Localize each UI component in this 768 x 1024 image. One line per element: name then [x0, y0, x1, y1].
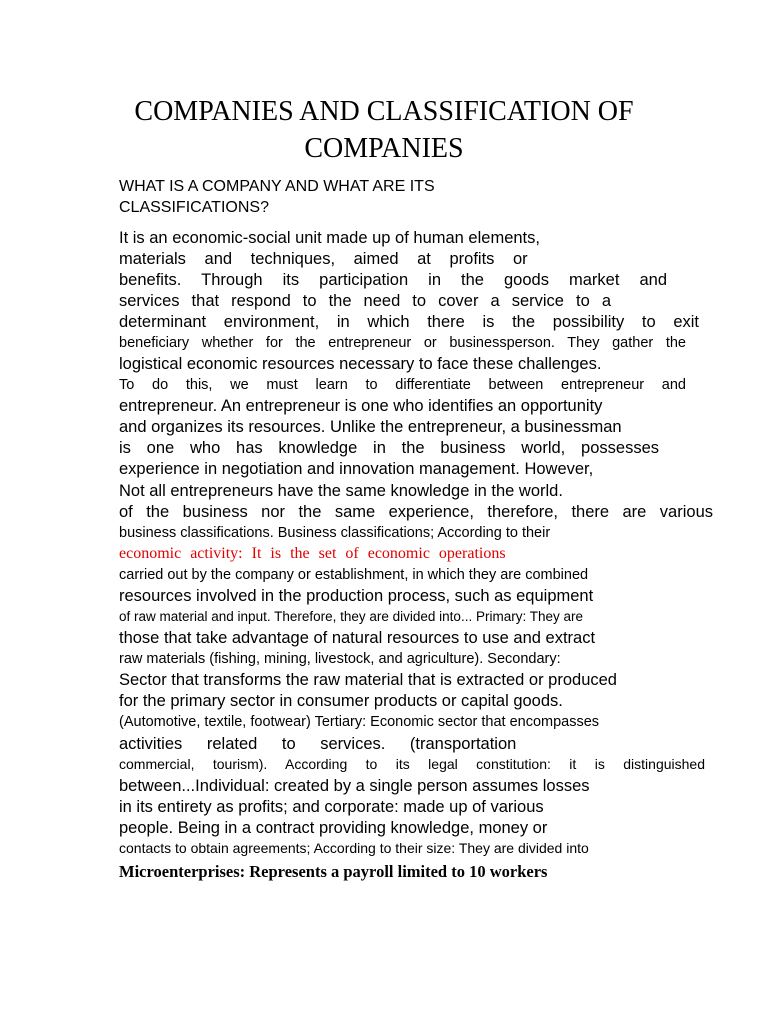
- body-line: entrepreneur. An entrepreneur is one who identifies an opportunity: [119, 397, 603, 415]
- body-line: between...Individual: created by a single person assumes losses: [119, 777, 590, 795]
- body-line: for the primary sector in consumer products or capital goods.: [119, 692, 563, 710]
- body-line: beneficiary whether for the entrepreneur or businessperson. They gather the: [119, 335, 686, 351]
- body-line: services that respond to the need to cover a service to a: [119, 292, 611, 310]
- body-line: and organizes its resources. Unlike the entrepreneur, a businessman: [119, 418, 622, 436]
- body-line: logistical economic resources necessary to face these challenges.: [119, 355, 602, 373]
- body-line: experience in negotiation and innovation management. However,: [119, 460, 594, 478]
- body-line: activities related to services. (transportation: [119, 735, 517, 753]
- body-line: benefits. Through its participation in the goods market and: [119, 271, 667, 289]
- body-line: Not all entrepreneurs have the same knowledge in the world.: [119, 482, 563, 500]
- body-line: people. Being in a contract providing knowledge, money or: [119, 819, 548, 837]
- body-line: business classifications. Business classifications; According to their: [119, 525, 551, 541]
- highlighted-body-line: economic activity: It is the set of economic operations: [119, 545, 506, 562]
- body-line: contacts to obtain agreements; According to their size: They are divided into: [119, 840, 589, 856]
- body-line: raw materials (fishing, mining, livestock, and agriculture). Secondary:: [119, 651, 561, 667]
- body-line: of raw material and input. Therefore, they are divided into... Primary: They are: [119, 609, 583, 624]
- subtitle-line-2: CLASSIFICATIONS?: [119, 199, 269, 216]
- body-line: resources involved in the production process, such as equipment: [119, 587, 594, 605]
- body-line: commercial, tourism). According to its legal constitution: it is distinguished: [119, 756, 705, 772]
- body-line: those that take advantage of natural resources to use and extract: [119, 629, 596, 647]
- body-line: determinant environment, in which there is the possibility to exit: [119, 313, 699, 331]
- document-title-line-2: COMPANIES: [304, 133, 464, 164]
- body-line-bold: Microenterprises: Represents a payroll limited to 10 workers: [119, 862, 548, 881]
- body-line: is one who has knowledge in the business world, possesses: [119, 439, 659, 457]
- body-line: in its entirety as profits; and corporate: made up of various: [119, 798, 544, 816]
- body-line: Sector that transforms the raw material that is extracted or produced: [119, 671, 617, 689]
- body-line: It is an economic-social unit made up of human elements,: [119, 229, 540, 247]
- body-line: carried out by the company or establishment, in which they are combined: [119, 567, 589, 583]
- subtitle-line-1: WHAT IS A COMPANY AND WHAT ARE ITS: [119, 178, 435, 195]
- body-line: To do this, we must learn to differentiate between entrepreneur and: [119, 377, 686, 393]
- body-line: materials and techniques, aimed at profits or: [119, 250, 528, 268]
- body-line: (Automotive, textile, footwear) Tertiary: Economic sector that encompasses: [119, 714, 600, 730]
- document-title-line-1: COMPANIES AND CLASSIFICATION OF: [134, 96, 634, 127]
- body-line: of the business nor the same experience, therefore, there are various: [119, 503, 713, 521]
